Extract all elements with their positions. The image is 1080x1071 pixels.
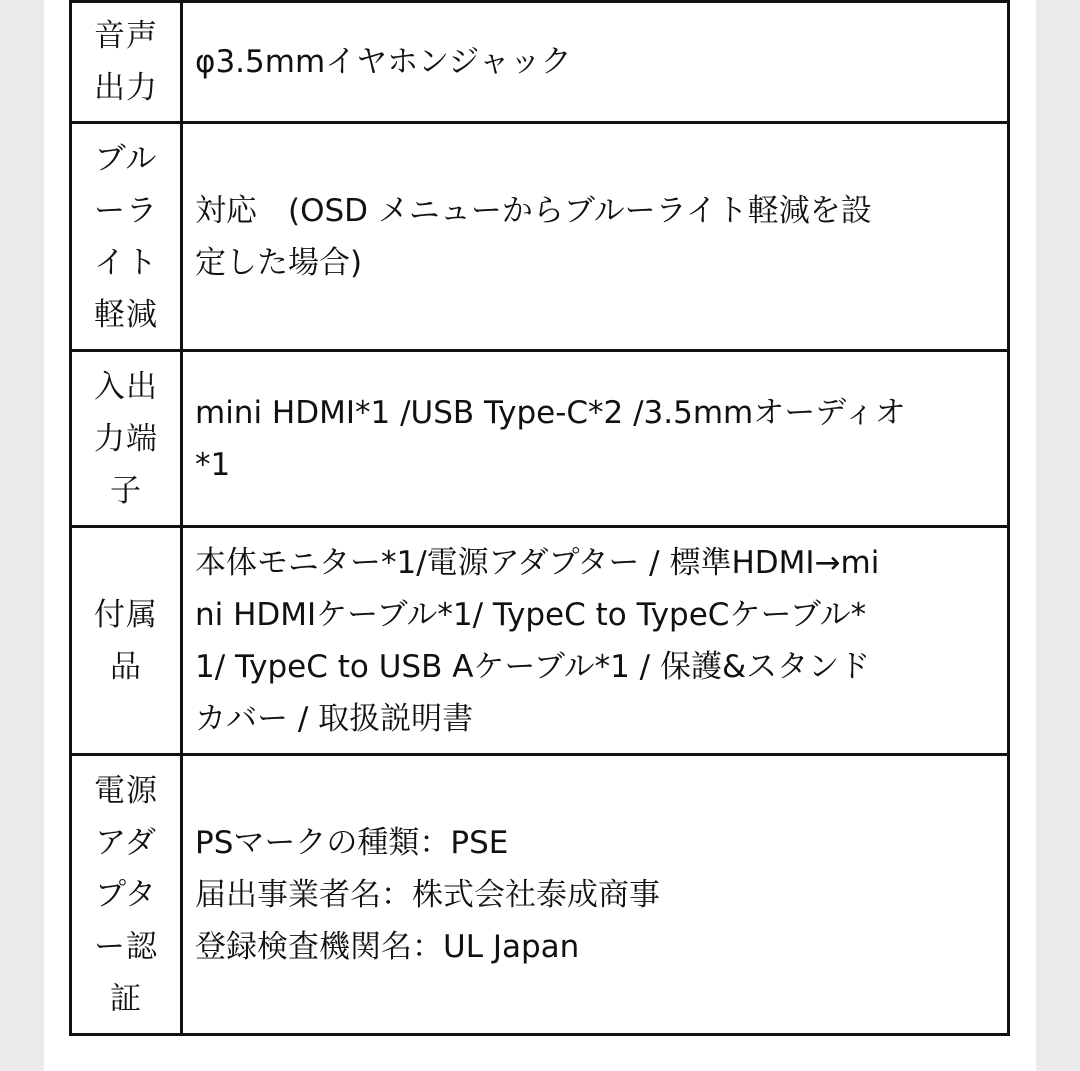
row-value-cell (182, 2, 1009, 123)
row-label-cell (71, 755, 182, 1035)
row-value-line: 届出事業者名：株式会社泰成商事 (195, 876, 660, 913)
row-value-line: カバー / 取扱説明書 (195, 700, 474, 737)
row-value-cell (182, 123, 1009, 351)
table-row-audio-output (71, 2, 1009, 123)
row-label: 音声出力 (94, 18, 158, 106)
row-value-line: 本体モニター*1/電源アダプター / 標準HDMI→mi (195, 544, 880, 581)
row-value-line: *1 (195, 446, 231, 483)
table-row-io-ports (71, 351, 1009, 527)
table-row-accessories (71, 527, 1009, 755)
row-label: 付属品 (94, 596, 158, 685)
row-label: 入出力端子 (94, 368, 158, 509)
row-value-line: 対応 (OSD メニューからブルーライト軽減を設 (195, 192, 872, 229)
table-row-blue-light (71, 123, 1009, 351)
row-label: 電源アダプター認証 (94, 772, 158, 1017)
row-label-cell (71, 2, 182, 123)
row-value-cell (182, 755, 1009, 1035)
row-value-cell (182, 527, 1009, 755)
spec-table (69, 0, 1010, 1036)
row-label-cell (71, 123, 182, 351)
row-value-cell (182, 351, 1009, 527)
row-label: ブルーライト軽減 (94, 140, 158, 333)
row-value-line: 定した場合) (195, 244, 363, 281)
row-value-line: 登録検査機関名：UL Japan (195, 928, 580, 965)
row-label-cell (71, 351, 182, 527)
row-value-line: PSマークの種類：PSE (195, 824, 509, 861)
row-value-line: mini HDMI*1 /USB Type-C*2 /3.5mmオーディオ (195, 394, 906, 431)
row-label-cell (71, 527, 182, 755)
table-row-power-adapter-cert (71, 755, 1009, 1035)
row-value-line: φ3.5mmイヤホンジャック (195, 44, 572, 80)
row-value-line: ni HDMIケーブル*1/ TypeC to TypeCケーブル* (195, 596, 867, 633)
row-value-line: 1/ TypeC to USB Aケーブル*1 / 保護&スタンド (195, 648, 871, 685)
